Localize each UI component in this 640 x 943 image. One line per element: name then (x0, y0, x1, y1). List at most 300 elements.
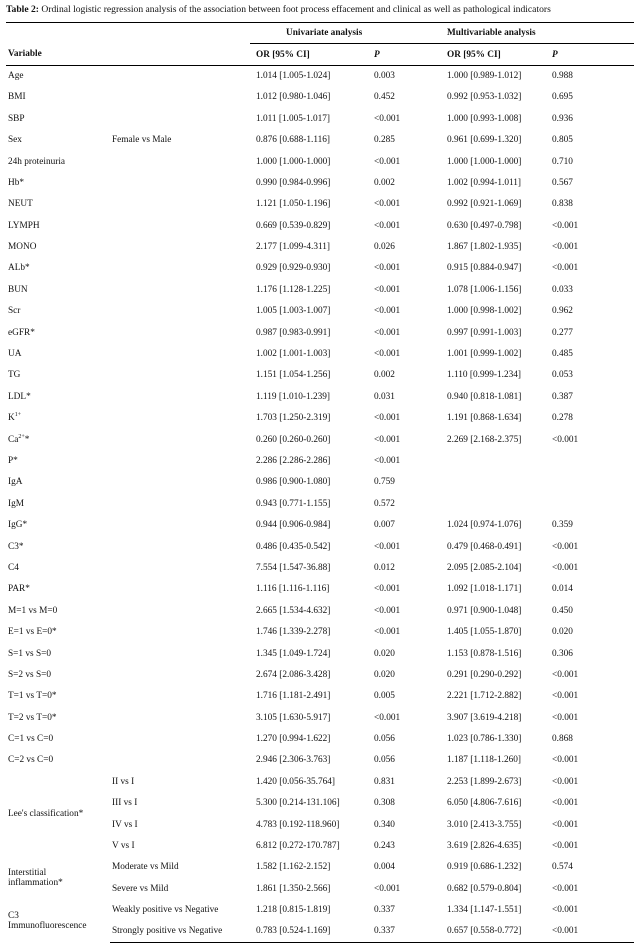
p-multivariable-cell: 0.868 (552, 734, 573, 745)
p-multivariable-cell: <0.001 (552, 905, 579, 916)
variable-name: S=2 vs S=0 (8, 669, 52, 680)
or-multivariable-cell: 1.002 [0.994-1.011] (447, 177, 522, 188)
or-multivariable-cell: 1.078 [1.006-1.156] (447, 284, 522, 295)
comparison-cell (110, 343, 250, 364)
comparison-cell (110, 172, 250, 193)
label-line-1: C3 (8, 910, 19, 921)
table-row (6, 108, 634, 129)
comparison-cell (110, 301, 250, 322)
p-multivariable-cell: 0.053 (552, 370, 573, 381)
comparison-cell (110, 493, 250, 514)
p-univariate-cell: 0.452 (374, 92, 395, 103)
or-univariate-cell: 6.812 [0.272-170.787] (256, 841, 340, 852)
table-container (6, 0, 634, 943)
comparison-cell (110, 664, 250, 685)
table-row (6, 151, 634, 172)
comparison-cell (110, 472, 250, 493)
variable-name: SBP (8, 113, 25, 124)
variable-name: K (8, 413, 15, 424)
variable-name: Scr (8, 306, 21, 317)
table-row (6, 87, 634, 108)
or-multivariable-cell: 0.961 [0.699-1.320] (447, 135, 522, 146)
p-univariate-cell: <0.001 (374, 584, 401, 595)
variable-suffix: * (24, 434, 30, 445)
or-multivariable-cell: 1.867 [1.802-1.935] (447, 242, 522, 253)
table-row (6, 493, 634, 514)
or-multivariable-cell (432, 493, 550, 514)
p-univariate-cell: 0.572 (374, 498, 395, 509)
or-univariate-cell: 0.486 [0.435-0.542] (256, 541, 331, 552)
comparison-cell: Female vs Male (112, 135, 172, 146)
table-row (6, 450, 634, 471)
variable-name: IgG* (8, 520, 28, 531)
or-univariate-cell: 1.420 [0.056-35.764] (256, 776, 336, 787)
column-header-row (6, 44, 634, 65)
comparison-cell (110, 108, 250, 129)
or-multivariable-cell: 2.253 [1.899-2.673] (447, 776, 522, 787)
p-multivariable-cell: 0.962 (552, 306, 573, 317)
comparison-cell (110, 536, 250, 557)
comparison-cell: Severe vs Mild (112, 883, 169, 894)
or-univariate-cell: 0.929 [0.929-0.930] (256, 263, 331, 274)
table-row (6, 643, 634, 664)
table-row (6, 365, 634, 386)
variable-name: BMI (8, 92, 26, 103)
table-row (6, 472, 634, 493)
table-row (6, 343, 634, 364)
variable-cell (6, 322, 110, 343)
variable-cell (6, 279, 110, 300)
or-univariate-cell: 1.119 [1.010-1.239] (256, 391, 331, 402)
p-multivariable-cell: <0.001 (552, 263, 579, 274)
p-univariate-cell: <0.001 (374, 605, 401, 616)
or-univariate-cell: 1.005 [1.003-1.007] (256, 306, 331, 317)
table-row (6, 408, 634, 429)
table-row (6, 686, 634, 707)
comparison-cell (110, 215, 250, 236)
p-multivariable-cell: 0.485 (552, 349, 573, 360)
variable-name: ALb* (8, 263, 30, 274)
variable-name: T=2 vs T=0* (8, 712, 57, 723)
or-multivariable-cell: 6.050 [4.806-7.616] (447, 798, 522, 809)
variable-header: Variable (8, 49, 42, 60)
or-multivariable-cell: 0.657 [0.558-0.772] (432, 921, 550, 942)
caption-text: Ordinal logistic regression analysis of the association between foot process effacement and clinical as well as pathological indicators (38, 4, 551, 15)
p-univariate-header: P (374, 49, 380, 60)
comparison-cell (110, 258, 250, 279)
table-row (6, 194, 634, 215)
p-univariate-cell: <0.001 (374, 263, 401, 274)
p-univariate-cell: <0.001 (374, 113, 401, 124)
table-row (6, 514, 634, 535)
p-multivariable-cell: 0.805 (552, 135, 573, 146)
variable-cell (6, 686, 110, 707)
p-univariate-cell: 0.002 (374, 177, 395, 188)
variable-cell (6, 493, 110, 514)
p-univariate-cell: <0.001 (374, 199, 401, 210)
comparison-cell (110, 151, 250, 172)
or-univariate-cell: 1.861 [1.350-2.566] (256, 883, 331, 894)
variable-name: S=1 vs S=0 (8, 648, 52, 659)
label-line-2: Immunofluorescence (8, 920, 87, 931)
variable-cell (6, 258, 110, 279)
variable-name: Age (8, 71, 24, 82)
or-multivariable-cell: 0.291 [0.290-0.292] (447, 669, 522, 680)
or-multivariable-cell: 1.153 [0.878-1.516] (447, 648, 522, 659)
p-univariate-cell: 0.020 (374, 669, 395, 680)
p-univariate-cell: <0.001 (374, 456, 401, 466)
p-multivariable-cell: <0.001 (552, 669, 579, 680)
table-row (6, 215, 634, 236)
or-multivariable-cell: 1.023 [0.786-1.330] (447, 734, 522, 745)
or-multivariable-cell: 1.187 [1.118-1.260] (447, 755, 522, 766)
or-univariate-cell: 2.674 [2.086-3.428] (256, 669, 331, 680)
variable-cell (6, 151, 110, 172)
variable-cell (6, 621, 110, 642)
or-multivariable-cell: 1.001 [0.999-1.002] (447, 349, 522, 360)
lee-classification-label: Lee's classification* (8, 808, 84, 819)
or-univariate-cell: 5.300 [0.214-131.106] (256, 798, 340, 809)
or-multivariable-cell: 3.010 [2.413-3.755] (447, 819, 522, 830)
comparison-cell (110, 643, 250, 664)
p-univariate-cell: <0.001 (374, 220, 401, 231)
p-univariate-cell: 0.285 (374, 135, 395, 146)
multivariable-header: Multivariable analysis (432, 23, 634, 44)
variable-name: T=1 vs T=0* (8, 691, 57, 702)
or-univariate-cell: 7.554 [1.547-36.88] (256, 562, 331, 573)
or-multivariable-cell: 3.907 [3.619-4.218] (447, 712, 522, 723)
or-multivariable-cell: 0.630 [0.497-0.798] (447, 220, 522, 231)
or-univariate-cell: 0.783 [0.524-1.169] (250, 921, 372, 942)
variable-name: PAR* (8, 584, 30, 595)
table-row (6, 857, 634, 878)
table-row (6, 771, 634, 792)
p-multivariable-cell: 0.988 (552, 71, 573, 82)
or-univariate-cell: 1.746 [1.339-2.278] (256, 627, 331, 638)
comparison-cell (110, 65, 250, 86)
p-multivariable-cell: <0.001 (552, 434, 579, 445)
table-row (6, 129, 634, 150)
table-body (6, 65, 634, 942)
or-multivariable-cell: 0.682 [0.579-0.804] (447, 883, 522, 894)
comparison-cell (110, 686, 250, 707)
p-multivariable-cell: <0.001 (552, 883, 579, 894)
or-multivariable-cell: 1.191 [0.868-1.634] (447, 413, 522, 424)
variable-name: MONO (8, 242, 37, 253)
comparison-cell (110, 429, 250, 450)
comparison-cell (110, 450, 250, 471)
p-univariate-cell: 0.759 (374, 477, 395, 488)
or-multivariable-cell (432, 450, 550, 471)
p-multivariable-cell: 0.033 (552, 284, 573, 295)
variable-name: Sex (8, 135, 22, 146)
variable-name: C=2 vs C=0 (8, 755, 54, 766)
comparison-cell: Weakly positive vs Negative (112, 905, 219, 916)
table-row (6, 579, 634, 600)
or-multivariable-header: OR [95% CI] (447, 49, 501, 60)
or-multivariable-cell: 0.479 [0.468-0.491] (447, 541, 522, 552)
or-univariate-cell: 4.783 [0.192-118.960] (256, 819, 340, 830)
comparison-cell (110, 386, 250, 407)
p-multivariable-cell: 0.710 (552, 156, 573, 167)
or-multivariable-cell: 0.915 [0.884-0.947] (447, 263, 522, 274)
comparison-cell (110, 194, 250, 215)
table-row (6, 707, 634, 728)
p-multivariable-cell: <0.001 (552, 691, 579, 702)
comparison-cell (110, 236, 250, 257)
p-univariate-cell: 0.020 (374, 648, 395, 659)
p-multivariable-cell: <0.001 (552, 798, 579, 809)
c3-immunofluorescence-label (6, 900, 110, 943)
p-multivariable-cell (550, 472, 634, 493)
variable-cell (6, 108, 110, 129)
or-multivariable-cell: 0.919 [0.686-1.232] (447, 862, 522, 873)
or-univariate-cell: 1.176 [1.128-1.225] (256, 284, 331, 295)
or-univariate-cell: 0.944 [0.906-0.984] (256, 520, 331, 531)
p-univariate-cell: 0.056 (374, 755, 395, 766)
p-multivariable-cell: <0.001 (552, 541, 579, 552)
comparison-cell (110, 621, 250, 642)
interstitial-inflammation-label (6, 857, 110, 900)
table-row (6, 236, 634, 257)
variable-cell (6, 408, 110, 429)
or-univariate-cell: 0.986 [0.900-1.080] (256, 477, 331, 488)
or-univariate-cell: 2.286 [2.286-2.286] (256, 456, 331, 466)
p-univariate-cell: <0.001 (374, 883, 401, 894)
or-multivariable-cell: 2.269 [2.168-2.375] (447, 434, 522, 445)
or-univariate-cell: 2.946 [2.306-3.763] (256, 755, 331, 766)
p-multivariable-cell: <0.001 (552, 220, 579, 231)
variable-name: 24h proteinuria (8, 156, 66, 167)
or-multivariable-cell: 1.110 [0.999-1.234] (447, 370, 522, 381)
comparison-cell (110, 750, 250, 771)
or-multivariable-cell (432, 472, 550, 493)
table-row (6, 65, 634, 86)
variable-cell (6, 215, 110, 236)
variable-name: NEUT (8, 199, 33, 210)
p-univariate-cell: 0.831 (374, 776, 395, 787)
or-univariate-cell: 1.218 [0.815-1.819] (256, 905, 331, 916)
or-univariate-cell: 1.002 [1.001-1.003] (256, 349, 331, 360)
p-multivariable-cell: 0.306 (552, 648, 573, 659)
group-header-row (6, 23, 634, 44)
p-multivariable-header: P (552, 49, 558, 60)
or-univariate-cell: 2.665 [1.534-4.632] (256, 605, 331, 616)
table-row (6, 172, 634, 193)
table-row (6, 621, 634, 642)
variable-cell (6, 236, 110, 257)
variable-name: P* (8, 456, 18, 466)
variable-cell (6, 536, 110, 557)
p-multivariable-cell: 0.020 (552, 627, 573, 638)
table-row (6, 664, 634, 685)
variable-cell (6, 643, 110, 664)
variable-cell (6, 386, 110, 407)
variable-name: E=1 vs E=0* (8, 627, 57, 638)
p-univariate-cell: <0.001 (374, 156, 401, 167)
variable-cell (6, 365, 110, 386)
p-univariate-cell: <0.001 (374, 627, 401, 638)
p-multivariable-cell (550, 493, 634, 514)
variable-cell (6, 172, 110, 193)
variable-cell (6, 472, 110, 493)
p-univariate-cell: <0.001 (374, 434, 401, 445)
p-univariate-cell: 0.003 (374, 71, 395, 82)
variable-cell (6, 664, 110, 685)
p-multivariable-cell: 0.574 (552, 862, 573, 873)
variable-cell (6, 750, 110, 771)
p-univariate-cell: 0.012 (374, 562, 395, 573)
or-multivariable-cell: 1.000 [0.989-1.012] (447, 71, 522, 82)
p-univariate-cell: <0.001 (374, 712, 401, 723)
p-univariate-cell: <0.001 (374, 306, 401, 317)
p-univariate-cell: <0.001 (374, 413, 401, 424)
comparison-cell: IV vs I (112, 819, 138, 830)
variable-cell (6, 579, 110, 600)
variable-cell (6, 301, 110, 322)
p-univariate-cell: 0.026 (374, 242, 395, 253)
comparison-cell: Strongly positive vs Negative (110, 921, 250, 942)
or-univariate-cell: 0.876 [0.688-1.116] (256, 135, 331, 146)
p-multivariable-cell: 0.278 (552, 413, 573, 424)
or-univariate-cell: 1.000 [1.000-1.000] (256, 156, 331, 167)
or-univariate-cell: 1.716 [1.181-2.491] (256, 691, 331, 702)
comparison-cell (110, 365, 250, 386)
p-univariate-cell: 0.340 (374, 819, 395, 830)
variable-cell (6, 65, 110, 86)
p-univariate-cell: 0.031 (374, 391, 395, 402)
p-univariate-cell: 0.056 (374, 734, 395, 745)
variable-name: M=1 vs M=0 (8, 605, 58, 616)
p-univariate-cell: 0.002 (374, 370, 395, 381)
or-multivariable-cell: 0.971 [0.900-1.048] (447, 605, 522, 616)
table-row (6, 728, 634, 749)
or-univariate-cell: 1.345 [1.049-1.724] (256, 648, 331, 659)
variable-cell (6, 514, 110, 535)
table-row (6, 429, 634, 450)
variable-cell (6, 728, 110, 749)
variable-cell (6, 129, 110, 150)
caption-label: Table 2: (6, 4, 39, 15)
variable-name: C4 (8, 562, 19, 573)
comparison-cell (110, 728, 250, 749)
p-univariate-cell: <0.001 (374, 327, 401, 338)
variable-cell (6, 343, 110, 364)
table-caption (6, 0, 634, 22)
or-univariate-cell: 0.943 [0.771-1.155] (256, 498, 331, 509)
p-univariate-cell: 0.004 (374, 862, 395, 873)
p-univariate-cell: <0.001 (374, 284, 401, 295)
or-univariate-cell: 1.703 [1.250-2.319] (256, 413, 331, 424)
or-multivariable-cell: 1.000 [0.993-1.008] (447, 113, 522, 124)
or-multivariable-cell: 1.405 [1.055-1.870] (447, 627, 522, 638)
p-multivariable-cell: 0.387 (552, 391, 573, 402)
or-multivariable-cell: 2.095 [2.085-2.104] (447, 562, 522, 573)
or-univariate-cell: 0.260 [0.260-0.260] (256, 434, 331, 445)
p-univariate-cell: 0.337 (372, 921, 432, 942)
p-multivariable-cell: <0.001 (552, 776, 579, 787)
variable-cell (6, 600, 110, 621)
p-multivariable-cell: 0.014 (552, 584, 573, 595)
label-line-2: inflammation* (8, 878, 63, 889)
label-line-1: Interstitial (8, 868, 47, 879)
or-multivariable-cell: 1.024 [0.974-1.076] (447, 520, 522, 531)
comparison-cell (110, 600, 250, 621)
p-univariate-cell: 0.308 (374, 798, 395, 809)
or-multivariable-cell: 1.000 [0.998-1.002] (447, 306, 522, 317)
or-multivariable-cell: 1.334 [1.147-1.551] (447, 905, 522, 916)
variable-cell (6, 707, 110, 728)
comparison-cell: V vs I (112, 841, 135, 852)
or-univariate-cell: 1.011 [1.005-1.017] (256, 113, 331, 124)
p-multivariable-cell: 0.936 (552, 113, 573, 124)
p-univariate-cell: 0.243 (374, 841, 395, 852)
p-multivariable-cell: <0.001 (552, 562, 579, 573)
or-multivariable-cell: 0.940 [0.818-1.081] (447, 391, 522, 402)
variable-name: C3* (8, 541, 24, 552)
or-univariate-cell: 1.012 [0.980-1.046] (256, 92, 331, 103)
variable-name: IgM (8, 498, 25, 509)
p-multivariable-cell: <0.001 (552, 841, 579, 852)
or-multivariable-cell: 0.997 [0.991-1.003] (447, 327, 522, 338)
or-univariate-cell: 1.121 [1.050-1.196] (256, 199, 331, 210)
table-row (6, 386, 634, 407)
variable-cell (6, 194, 110, 215)
variable-cell (6, 557, 110, 578)
variable-name: UA (8, 349, 22, 360)
comparison-cell: III vs I (112, 798, 138, 809)
p-multivariable-cell: <0.001 (552, 242, 579, 253)
p-univariate-cell: <0.001 (374, 349, 401, 360)
table-row (6, 536, 634, 557)
p-multivariable-cell: <0.001 (552, 712, 579, 723)
p-multivariable-cell: <0.001 (550, 921, 634, 942)
comparison-cell: Moderate vs Mild (112, 862, 179, 873)
comparison-cell (110, 322, 250, 343)
comparison-cell (110, 514, 250, 535)
p-multivariable-cell: 0.695 (552, 92, 573, 103)
or-univariate-cell: 0.987 [0.983-0.991] (256, 327, 331, 338)
or-univariate-cell: 1.270 [0.994-1.622] (256, 734, 331, 745)
variable-cell (6, 429, 110, 450)
comparison-cell (110, 707, 250, 728)
table-row (6, 750, 634, 771)
or-univariate-cell: 0.669 [0.539-0.829] (256, 220, 331, 231)
variable-name: Ca (8, 434, 19, 445)
p-univariate-cell: 0.007 (374, 520, 395, 531)
table-row (6, 557, 634, 578)
variable-name: eGFR* (8, 327, 35, 338)
table-row (6, 279, 634, 300)
table-row (6, 600, 634, 621)
p-multivariable-cell: 0.838 (552, 199, 573, 210)
variable-cell (6, 450, 110, 471)
p-multivariable-cell: 0.359 (552, 520, 573, 531)
comparison-cell (110, 279, 250, 300)
table-row (6, 258, 634, 279)
p-multivariable-cell: <0.001 (552, 819, 579, 830)
comparison-cell (110, 557, 250, 578)
p-univariate-cell: 0.005 (374, 691, 395, 702)
variable-name: TG (8, 370, 21, 381)
regression-table (6, 22, 634, 943)
table-row (6, 900, 634, 921)
or-multivariable-cell: 3.619 [2.826-4.635] (447, 841, 522, 852)
p-multivariable-cell (550, 450, 634, 471)
variable-name: Hb* (8, 177, 25, 188)
variable-cell (6, 87, 110, 108)
or-multivariable-cell: 0.992 [0.921-1.069] (447, 199, 522, 210)
